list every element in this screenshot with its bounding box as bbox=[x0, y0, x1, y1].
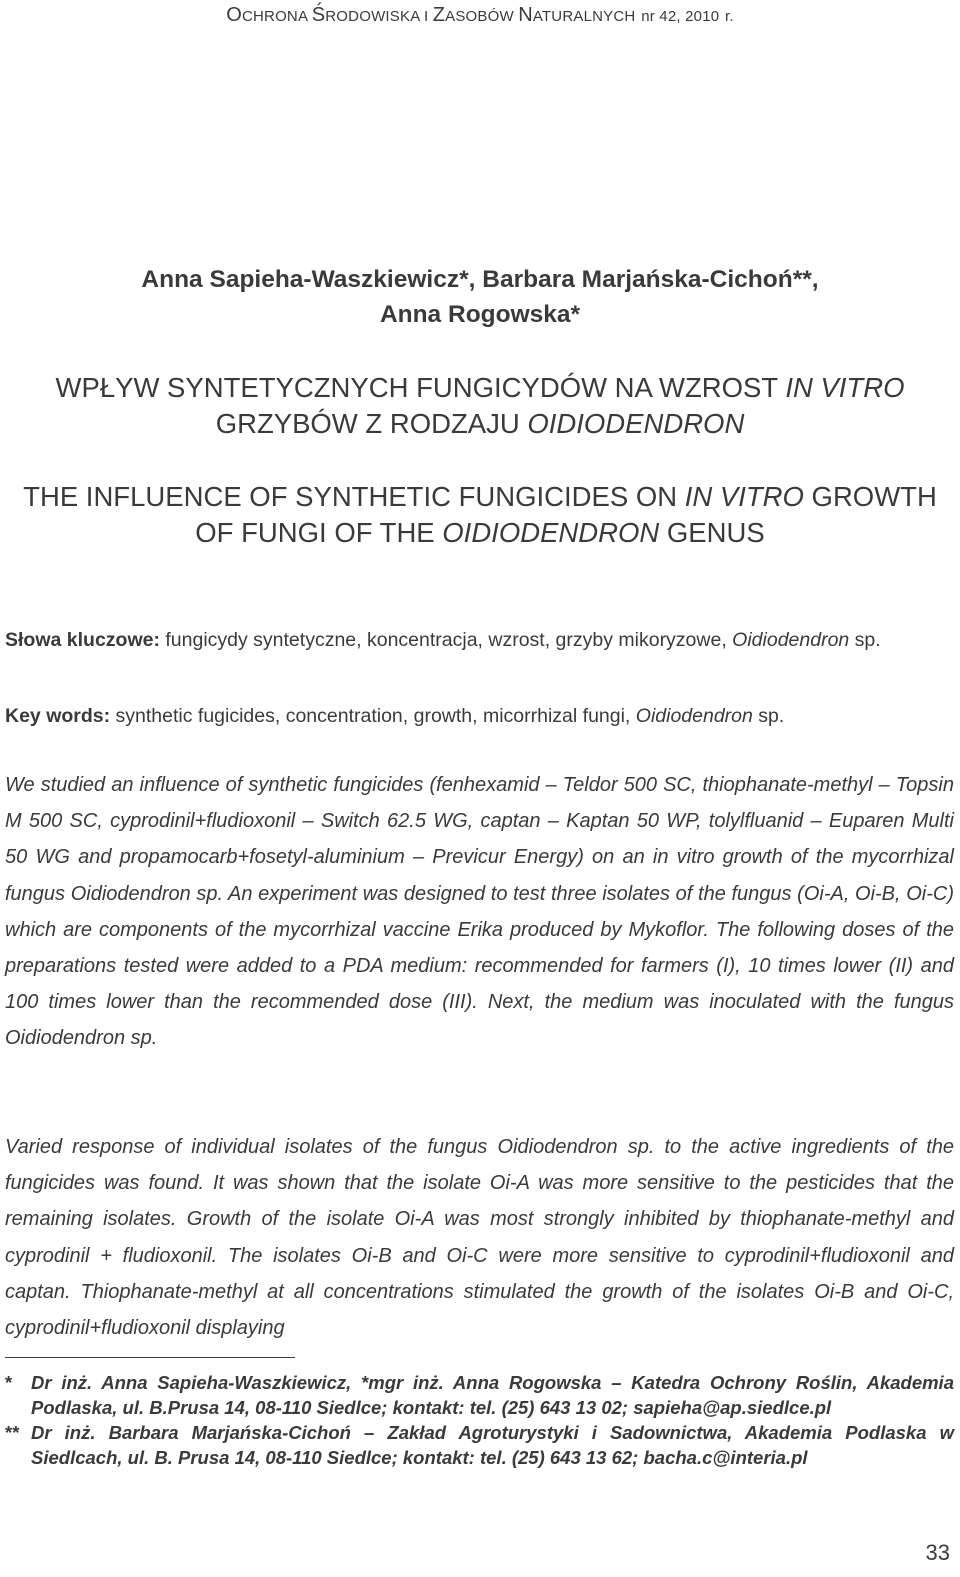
authors-line-2: Anna Rogowska* bbox=[379, 301, 581, 328]
abstract-paragraph-1: We studied an influence of synthetic fungicides (fenhexamid – Teldor 500 SC, thiophanate-methyl – Topsin M 500 SC, cyprodinil+fludioxonil – Switch 62.5 WG, captan – Kaptan 50 WP, tolylfluanid – Euparen Multi 50 WG and propamocarb+fosetyl-aluminium – Previcur Energy) on an in vitro growth of the mycorrhizal fungus Oidiodendron sp. An experiment was designed to test three isolates of the fungus (Oi-A, Oi-B, Oi-C) which are components of the mycorrhizal vaccine Erika produced by Mykoflor. The following doses of the preparations tested were added to a PDA medium: recommended for farmers (I), 10 times lower (II) and 100 times lower than the recommended dose (III). Next, the medium was inoculated with the fungus Oidiodendron sp. bbox=[5, 774, 954, 1050]
title-polish: WPŁYW SYNTETYCZNYCH FUNGICYDÓW NA WZROST IN VITRO GRZYBÓW Z RODZAJU OIDIODENDRON bbox=[55, 372, 905, 439]
keywords-polish: Słowa kluczowe: fungicydy syntetyczne, koncentracja, wzrost, grzyby mikoryzowe, Oidiodendron sp. bbox=[5, 629, 881, 651]
journal-r: r. bbox=[725, 8, 734, 25]
title-english: THE INFLUENCE OF SYNTHETIC FUNGICIDES ON IN VITRO GROWTH OF FUNGI OF THE OIDIODENDRON GENUS bbox=[23, 481, 937, 548]
footnote-divider bbox=[5, 1357, 295, 1358]
keywords-polish-label: Słowa kluczowe: bbox=[5, 629, 160, 651]
authors-line-1: Anna Sapieha-Waszkiewicz*, Barbara Marjańska-Cichoń**, bbox=[141, 266, 819, 293]
journal-issue: nr 42, 2010 bbox=[641, 8, 720, 25]
footnote-2: ** Dr inż. Barbara Marjańska-Cichoń – Zakład Agroturystyki i Sadownictwa, Akademia Podlaska w Siedlcach, ul. B. Prusa 14, 08-110 Siedlce; kontakt: tel. (25) 643 13 62; bacha.c@interia.pl bbox=[5, 1422, 954, 1468]
footnotes bbox=[5, 1370, 954, 1470]
authors bbox=[40, 262, 920, 332]
page-number: 33 bbox=[925, 1540, 950, 1565]
keywords-english-label: Key words: bbox=[5, 705, 111, 727]
journal-header: OCHRONA ŚRODOWISKA I ZASOBÓW NATURALNYCH nr 42, 2010 r. bbox=[226, 4, 734, 26]
footnote-1: * Dr inż. Anna Sapieha-Waszkiewicz, *mgr inż. Anna Rogowska – Katedra Ochrony Roślin, Akademia Podlaska, ul. B.Prusa 14, 08-110 Siedlce; kontakt: tel. (25) 643 13 02; sapieha@ap.siedlce.pl bbox=[5, 1372, 954, 1418]
abstract-paragraph-2: Varied response of individual isolates of the fungus Oidiodendron sp. to the active ingredients of the fungicides was found. It was shown that the isolate Oi-A was more sensitive to the pesticides that the remaining isolates. Growth of the isolate Oi-A was most strongly inhibited by thiophanate-methyl and cyprodinil + fludioxonil. The isolates Oi-B and Oi-C were more sensitive to cyprodinil+fludioxonil and captan. Thiophanate-methyl at all concentrations stimulated the growth of the isolates Oi-B and Oi-C, cyprodinil+fludioxonil displaying bbox=[5, 1136, 954, 1340]
keywords-english: Key words: synthetic fugicides, concentration, growth, micorrhizal fungi, Oidiodendron sp. bbox=[5, 705, 785, 727]
